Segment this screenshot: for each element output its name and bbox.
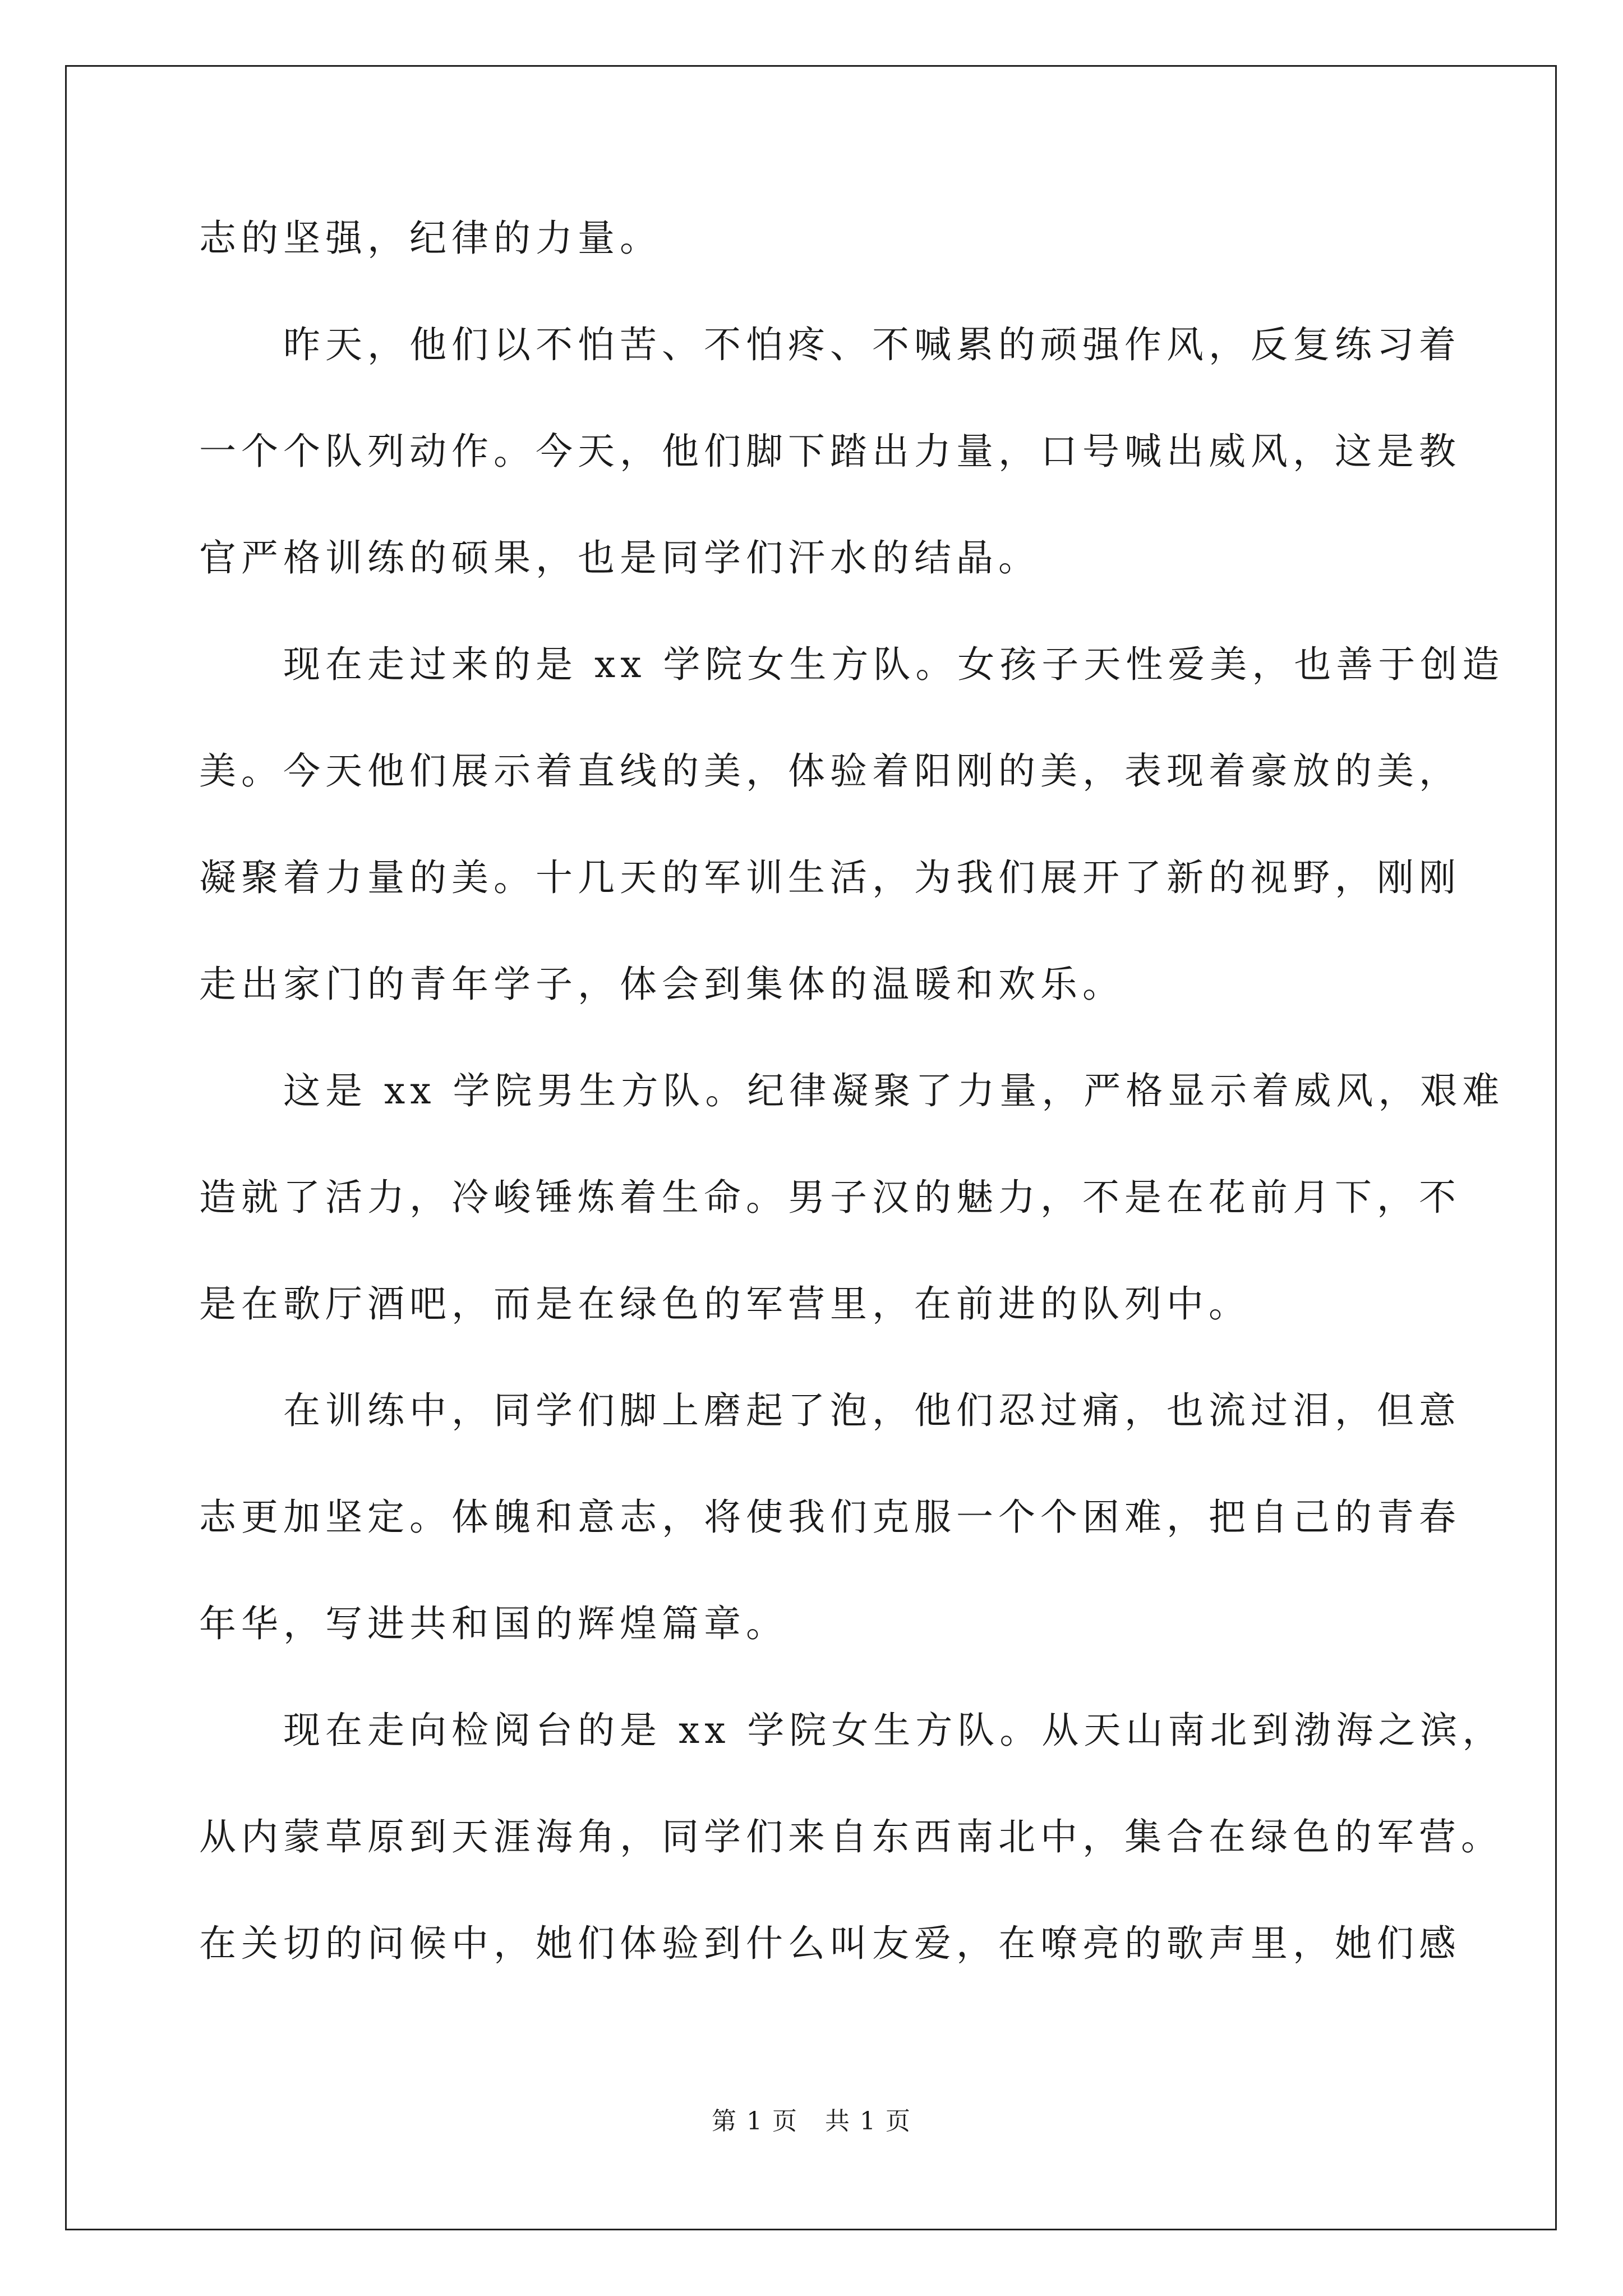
text-line: 美。今天他们展示着直线的美，体验着阳刚的美，表现着豪放的美， (199, 749, 1461, 793)
page-footer: 第 1 页 共 1 页 (712, 2107, 911, 2136)
text-line: 走出家门的青年学子，体会到集体的温暖和欢乐。 (199, 963, 1124, 1006)
text-line: 志的坚强，纪律的力量。 (199, 217, 662, 260)
text-line: 年华，写进共和国的辉煌篇章。 (199, 1602, 788, 1645)
text-line: 凝聚着力量的美。十几天的军训生活，为我们展开了新的视野，刚刚 (199, 856, 1461, 899)
text-line: 从内蒙草原到天涯海角，同学们来自东西南北中，集合在绿色的军营。 (199, 1815, 1503, 1858)
text-line: 一个个队列动作。今天，他们脚下踏出力量，口号喊出威风，这是教 (199, 430, 1461, 473)
text-line: 是在歌厅酒吧，而是在绿色的军营里，在前进的队列中。 (199, 1282, 1251, 1326)
text-line: 志更加坚定。体魄和意志，将使我们克服一个个困难，把自己的青春 (199, 1496, 1461, 1539)
text-line: 昨天，他们以不怕苦、不怕疼、不喊累的顽强作风，反复练习着 (283, 323, 1461, 366)
text-line: 现在走向检阅台的是 xx 学院女生方队。从天山南北到渤海之滨， (283, 1709, 1505, 1752)
document-body (199, 208, 1505, 2019)
text-line: 现在走过来的是 xx 学院女生方队。女孩子天性爱美，也善于创造 (283, 643, 1505, 686)
text-line: 官严格训练的硕果，也是同学们汗水的结晶。 (199, 536, 1040, 579)
text-line: 造就了活力，冷峻锤炼着生命。男子汉的魅力，不是在花前月下，不 (199, 1176, 1461, 1219)
text-line: 在关切的问候中，她们体验到什么叫友爱，在嘹亮的歌声里，她们感 (199, 1922, 1461, 1965)
text-line: 这是 xx 学院男生方队。纪律凝聚了力量，严格显示着威风，艰难 (283, 1069, 1505, 1112)
text-line: 在训练中，同学们脚上磨起了泡，他们忍过痛，也流过泪，但意 (283, 1389, 1461, 1432)
